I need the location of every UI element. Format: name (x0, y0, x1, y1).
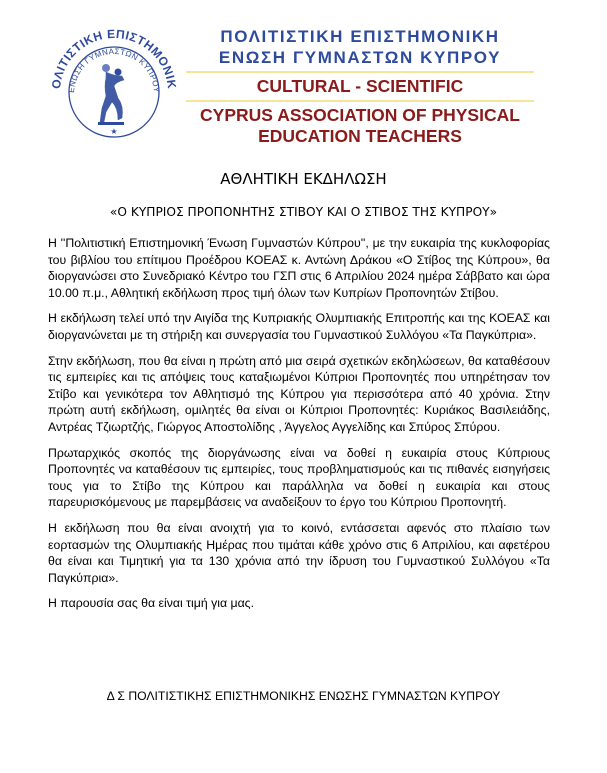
discus-thrower-icon (98, 64, 124, 125)
logo-inner-text: ΕΝΩΣΗ ΓΥΜΝΑΣΤΩΝ ΚΥΠΡΟΥ (66, 46, 162, 94)
header-divider (186, 71, 534, 73)
header-divider (186, 100, 534, 102)
letterhead (180, 26, 540, 147)
document-title: ΑΘΛΗΤΙΚΗ ΕΚΔΗΛΩΣΗ (220, 170, 387, 188)
association-logo (44, 20, 184, 150)
header-english-line-3: EDUCATION TEACHERS (258, 126, 462, 146)
document-body (48, 235, 550, 621)
signature: Δ Σ ΠΟΛΙΤΙΣΤΙΚΗΣ ΕΠΙΣΤΗΜΟΝΙΚΗΣ ΕΝΩΣΗΣ ΓΥΜΝΑΣΤΩΝ ΚΥΠΡΟΥ (106, 689, 501, 703)
star-icon: ★ (110, 127, 118, 136)
paragraph: Η ''Πολιτιστική Επιστημονική Ένωση Γυμναστών Κύπρου'', με την ευκαιρία της κυκλοφορίας του βιβλίου του επίτιμου Προέδρου ΚΟΕΑΣ κ. Αντώνη Δράκου «Ο Στίβος της Κύπρου», θα διοργανώσει στο Συνεδριακό Κέντρο του ΓΣΠ στις 6 Απριλίου 2024 ημέρα Σάββατο και ώρα 10.00 π.μ., Αθλητική εκδήλωση προς τιμή όλων των Κυπρίων Προπονητών Στίβου. (48, 236, 550, 300)
document-subtitle: «Ο ΚΥΠΡΙΟΣ ΠΡΟΠΟΝΗΤΗΣ ΣΤΙΒΟΥ ΚΑΙ Ο ΣΤΙΒΟΣ ΤΗΣ ΚΥΠΡΟΥ» (109, 205, 498, 219)
paragraph: Η εκδήλωση τελεί υπό την Αιγίδα της Κυπριακής Ολυμπιακής Επιτροπής και της ΚΟΕΑΣ και διοργανώνεται με τη στήριξη και συνεργασία του Γυμναστικού Συλλόγου «Τα Παγκύπρια». (48, 311, 550, 342)
paragraph: Πρωταρχικός σκοπός της διοργάνωσης είναι να δοθεί η ευκαιρία στους Κύπριους Προπονητές να καταθέσουν τις εμπειρίες, τους προβληματισμούς και τις πιθανές εισηγήσεις τους για το Στίβο της Κύπρου και παράλληλα να δοθεί η ευκαιρία και στους παρευρισκόμενους με παρεμβάσεις να αναδείξουν το έργο του Κύπριου Προπονητή. (48, 445, 550, 510)
header-english-line-2: CYPRUS ASSOCIATION OF PHYSICAL (200, 105, 520, 125)
paragraph: Η παρουσία σας θα είναι τιμή για μας. (48, 596, 255, 611)
paragraph: Στην εκδήλωση, που θα είναι η πρώτη από μια σειρά σχετικών εκδηλώσεων, θα καταθέσουν τις εμπειρίες και τις απόψεις τους καταξιωμένοι Κύπριοι Προπονητές που υπηρέτησαν τον Στίβο και γενικότερα τον Αθλητισμό της Κύπρου για περισσότερα από 40 χρόνια. Στην πρώτη αυτή εκδήλωση, ομιλητές θα είναι οι Κύπριοι Προπονητές: Κυριάκος Βασιλειάδης, Αντρέας Τζιωρτζής, Γιώργος Αποστολίδης , Άγγελος Αγγελίδης και Σπύρος Σπύρου. (48, 353, 550, 434)
header-greek-line-2: ΕΝΩΣΗ ΓΥΜΝΑΣΤΩΝ ΚΥΠΡΟΥ (218, 48, 502, 67)
logo-seal-icon (44, 20, 184, 150)
header-greek-line-1: ΠΟΛΙΤΙΣΤΙΚΗ ΕΠΙΣΤΗΜΟΝΙΚΗ (220, 27, 500, 46)
header-english-line-1: CULTURAL - SCIENTIFIC (256, 76, 464, 96)
logo-outer-text: ΟΛΙΤΙΣΤΙΚΗ ΕΠΙΣΤΗΜΟΝΙΚ (48, 26, 180, 90)
paragraph: Η εκδήλωση που θα είναι ανοιχτή για το κοινό, εντάσσεται αφενός στο πλαίσιο των εορτασμών της Ολυμπιακής Ημέρας που τιμάται κάθε χρόνο στις 6 Απριλίου, και αφετέρου θα είναι και Τιμητική για τα 130 χρόνια από την ίδρυση του Γυμναστικού Συλλόγου «Τα Παγκύπρια». (48, 520, 550, 585)
